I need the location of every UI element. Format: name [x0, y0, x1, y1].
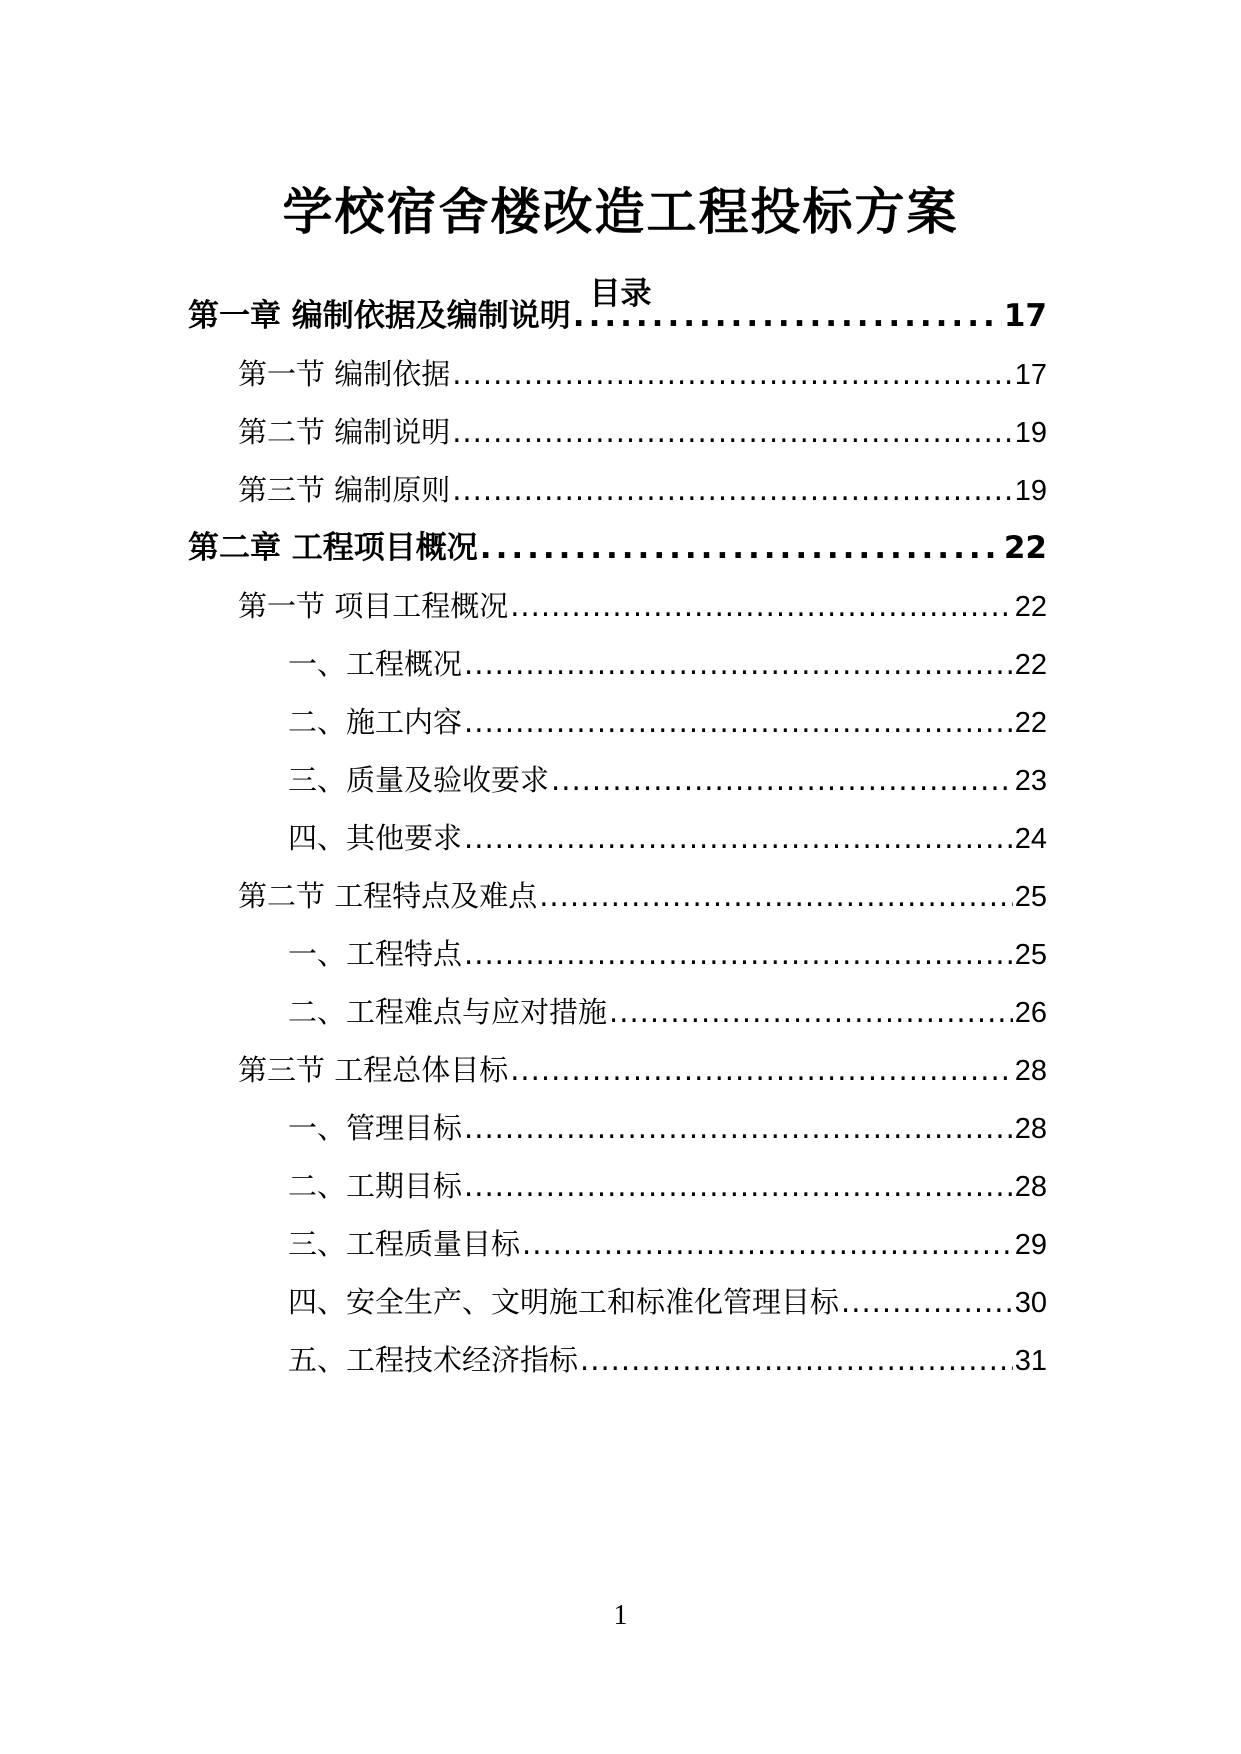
toc-leader-dots [464, 815, 1013, 861]
toc-section[interactable] [238, 409, 1047, 455]
toc-subsection[interactable] [288, 1221, 1047, 1267]
toc-entry-label: 二、工期目标 [288, 1169, 463, 1203]
toc-leader-dots [452, 409, 1013, 455]
toc-leader-dots [452, 467, 1013, 513]
toc-entry-label: 第二节 编制说明 [238, 415, 451, 449]
toc-subsection[interactable] [288, 931, 1047, 977]
toc-leader-dots [480, 525, 1002, 571]
toc-section[interactable] [238, 583, 1047, 629]
toc-entry-page: 23 [1014, 765, 1047, 797]
toc-leader-dots [580, 1337, 1013, 1383]
toc-entry-label: 一、工程特点 [288, 937, 463, 971]
toc-entry-page: 19 [1014, 417, 1047, 449]
toc-leader-dots [464, 1105, 1013, 1151]
toc-chapter-1[interactable] [188, 293, 1047, 339]
toc-leader-dots [464, 641, 1013, 687]
toc-entry-page: 17 [1014, 359, 1047, 391]
toc-entry-page: 28 [1014, 1171, 1047, 1203]
toc-entry-page: 28 [1014, 1055, 1047, 1087]
toc-entry-page: 26 [1014, 997, 1047, 1029]
toc-entry-page: 29 [1014, 1229, 1047, 1261]
toc-entry-label: 二、工程难点与应对措施 [288, 995, 608, 1029]
toc-section[interactable] [238, 351, 1047, 397]
toc-entry-page: 22 [1003, 530, 1047, 566]
toc-entry-page: 22 [1014, 649, 1047, 681]
toc-subsection[interactable] [288, 1337, 1047, 1383]
toc-entry-label: 第一节 编制依据 [238, 357, 451, 391]
toc-entry-page: 24 [1014, 823, 1047, 855]
toc-entry-page: 22 [1014, 591, 1047, 623]
toc-leader-dots [841, 1279, 1013, 1325]
toc-leader-dots [539, 873, 1013, 919]
toc-leader-dots [464, 931, 1013, 977]
toc-entry-label: 一、管理目标 [288, 1111, 463, 1145]
toc-entry-page: 31 [1014, 1345, 1047, 1377]
toc-heading: 目录 [589, 276, 652, 312]
toc-entry-label: 五、工程技术经济指标 [288, 1343, 579, 1377]
toc-leader-dots [464, 699, 1013, 745]
toc-subsection[interactable] [288, 1105, 1047, 1151]
toc-entry-page: 25 [1014, 939, 1047, 971]
toc-subsection[interactable] [288, 989, 1047, 1035]
toc-leader-dots [452, 351, 1013, 397]
toc-subsection[interactable] [288, 641, 1047, 687]
toc-leader-dots [522, 1221, 1013, 1267]
toc-section[interactable] [238, 1047, 1047, 1093]
toc-entry-page: 25 [1014, 881, 1047, 913]
toc-entry-label: 二、施工内容 [288, 705, 463, 739]
toc-entry-label: 四、其他要求 [288, 821, 463, 855]
toc-leader-dots [551, 757, 1013, 803]
toc-entry-label: 第三节 编制原则 [238, 473, 451, 507]
toc-chapter-2[interactable] [188, 525, 1047, 571]
toc-subsection[interactable] [288, 699, 1047, 745]
toc-leader-dots [573, 293, 1002, 339]
document-title: 学校宿舍楼改造工程投标方案 [282, 183, 959, 241]
toc-subsection[interactable] [288, 757, 1047, 803]
toc-subsection[interactable] [288, 815, 1047, 861]
toc-leader-dots [510, 1047, 1013, 1093]
toc-leader-dots [464, 1163, 1013, 1209]
toc-subsection[interactable] [288, 1279, 1047, 1325]
toc-section[interactable] [238, 467, 1047, 513]
toc-entry-label: 三、工程质量目标 [288, 1227, 521, 1261]
toc-entry-label: 一、工程概况 [288, 647, 463, 681]
toc-entry-label: 第二节 工程特点及难点 [238, 879, 538, 913]
toc-entry-label: 第一节 项目工程概况 [238, 589, 509, 623]
toc-entry-page: 17 [1003, 298, 1047, 334]
toc-entry-label: 第三节 工程总体目标 [238, 1053, 509, 1087]
toc-leader-dots [609, 989, 1013, 1035]
toc-leader-dots [510, 583, 1013, 629]
toc-entry-label: 第一章 编制依据及编制说明 [188, 298, 571, 334]
toc-subsection[interactable] [288, 1163, 1047, 1209]
toc-entry-page: 30 [1014, 1287, 1047, 1319]
page-number: 1 [613, 1600, 628, 1631]
toc-entry-page: 28 [1014, 1113, 1047, 1145]
toc-entry-label: 第二章 工程项目概况 [188, 530, 478, 566]
toc-entry-label: 三、质量及验收要求 [288, 763, 550, 797]
toc-entry-page: 22 [1014, 707, 1047, 739]
toc-entry-label: 四、安全生产、文明施工和标准化管理目标 [288, 1285, 840, 1319]
toc-section[interactable] [238, 873, 1047, 919]
toc-entry-page: 19 [1014, 475, 1047, 507]
